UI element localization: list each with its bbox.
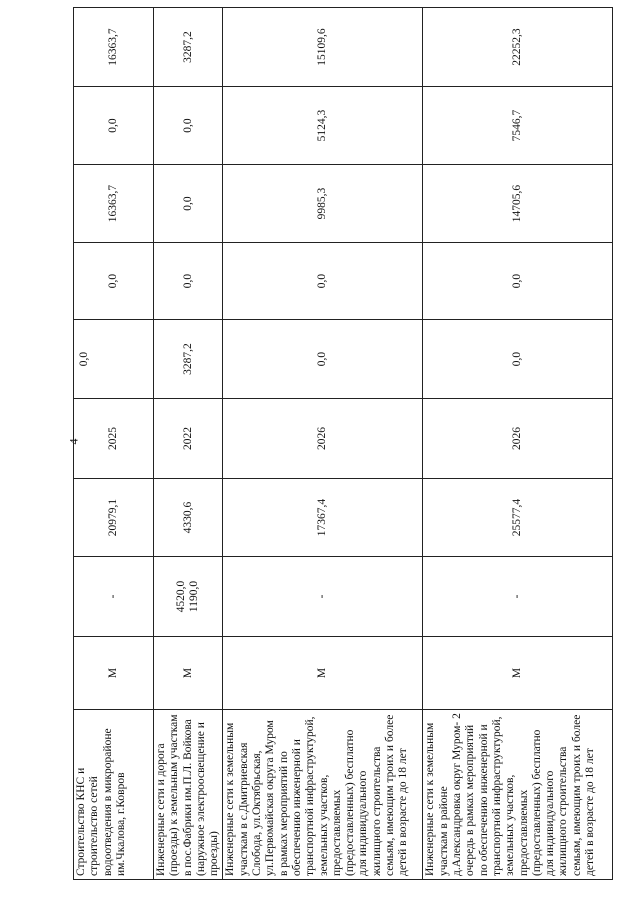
value-cell: 0,0 [154, 87, 223, 165]
value-cell: 22252,3 [423, 8, 613, 87]
cost-cell: 4330,6 [154, 479, 223, 557]
value-cell: 7546,7 [423, 87, 613, 165]
capacity-cell: - [223, 557, 423, 637]
value-cell: 0,0 [74, 243, 154, 320]
code-cell: М [223, 637, 423, 710]
value-cell: 3287,2 [154, 8, 223, 87]
page-number: 4 [66, 438, 81, 445]
value-cell: 0,0 [223, 243, 423, 320]
year-cell: 2025 [74, 399, 154, 479]
value-cell: 16363,7 [74, 165, 154, 243]
table-row [154, 8, 223, 880]
table-row [223, 8, 423, 880]
value-cell: 16363,7 [74, 8, 154, 87]
code-cell: М [74, 637, 154, 710]
code-cell: М [154, 637, 223, 710]
capacity-cell: 4520,0 1190,0 [154, 557, 223, 637]
value-cell: 3287,2 [154, 320, 223, 399]
capacity-cell: - [423, 557, 613, 637]
value-cell: 0,0 [223, 320, 423, 399]
value-cell: 9985,3 [223, 165, 423, 243]
code-cell: М [423, 637, 613, 710]
cost-cell: 20979,1 [74, 479, 154, 557]
year-cell: 2026 [423, 399, 613, 479]
value-cell: 0,0 [423, 243, 613, 320]
rotated-table-wrapper [73, 8, 611, 880]
object-name-cell: Строительство КНС и строительство сетей водоотведения в микрорайоне им.Чкалова, г.Ковров [74, 710, 154, 880]
object-name-cell: Инженерные сети и дорога (проезды) к земельным участкам в пос.Фабрики им.П.Л. Войкова (наружное электроосвещение и проезды) [154, 710, 223, 880]
value-cell: 0,0 [423, 320, 613, 399]
table-row [74, 8, 154, 880]
year-cell: 2022 [154, 399, 223, 479]
cost-cell: 25577,4 [423, 479, 613, 557]
value-cell: 0,0 [74, 320, 154, 399]
capacity-cell: - [74, 557, 154, 637]
table-row [423, 8, 613, 880]
value-cell: 14705,6 [423, 165, 613, 243]
value-cell: 15109,6 [223, 8, 423, 87]
year-cell: 2026 [223, 399, 423, 479]
investment-table [73, 7, 613, 880]
value-cell: 0,0 [74, 87, 154, 165]
object-name-cell: Инженерные сети к земельным участкам в районе д.Александровка округ Муром- 2 очередь в рамках мероприятий по обеспечению инженерной и транспортной инфраструктурой, земельных участков, предоставляемых (предоставленных) бесплатно для индивидуального жилищного строительства семьям, имеющим троих и более детей в возрасте до 18 лет [423, 710, 613, 880]
value-cell: 0,0 [154, 165, 223, 243]
object-name-cell: Инженерные сети к земельным участкам в с.Дмитриевская Слобода, ул.Октябрьская, ул.Первомайская округа Муром в рамках мероприятий по обеспечению инженерной и транспортной инфраструктурой, земельных участков, предоставляемых (предоставленных) бесплатно для индивидуального жилищного строительства семьям, имеющим троих и более детей в возрасте до 18 лет [223, 710, 423, 880]
value-cell: 0,0 [154, 243, 223, 320]
value-cell: 5124,3 [223, 87, 423, 165]
cost-cell: 17367,4 [223, 479, 423, 557]
